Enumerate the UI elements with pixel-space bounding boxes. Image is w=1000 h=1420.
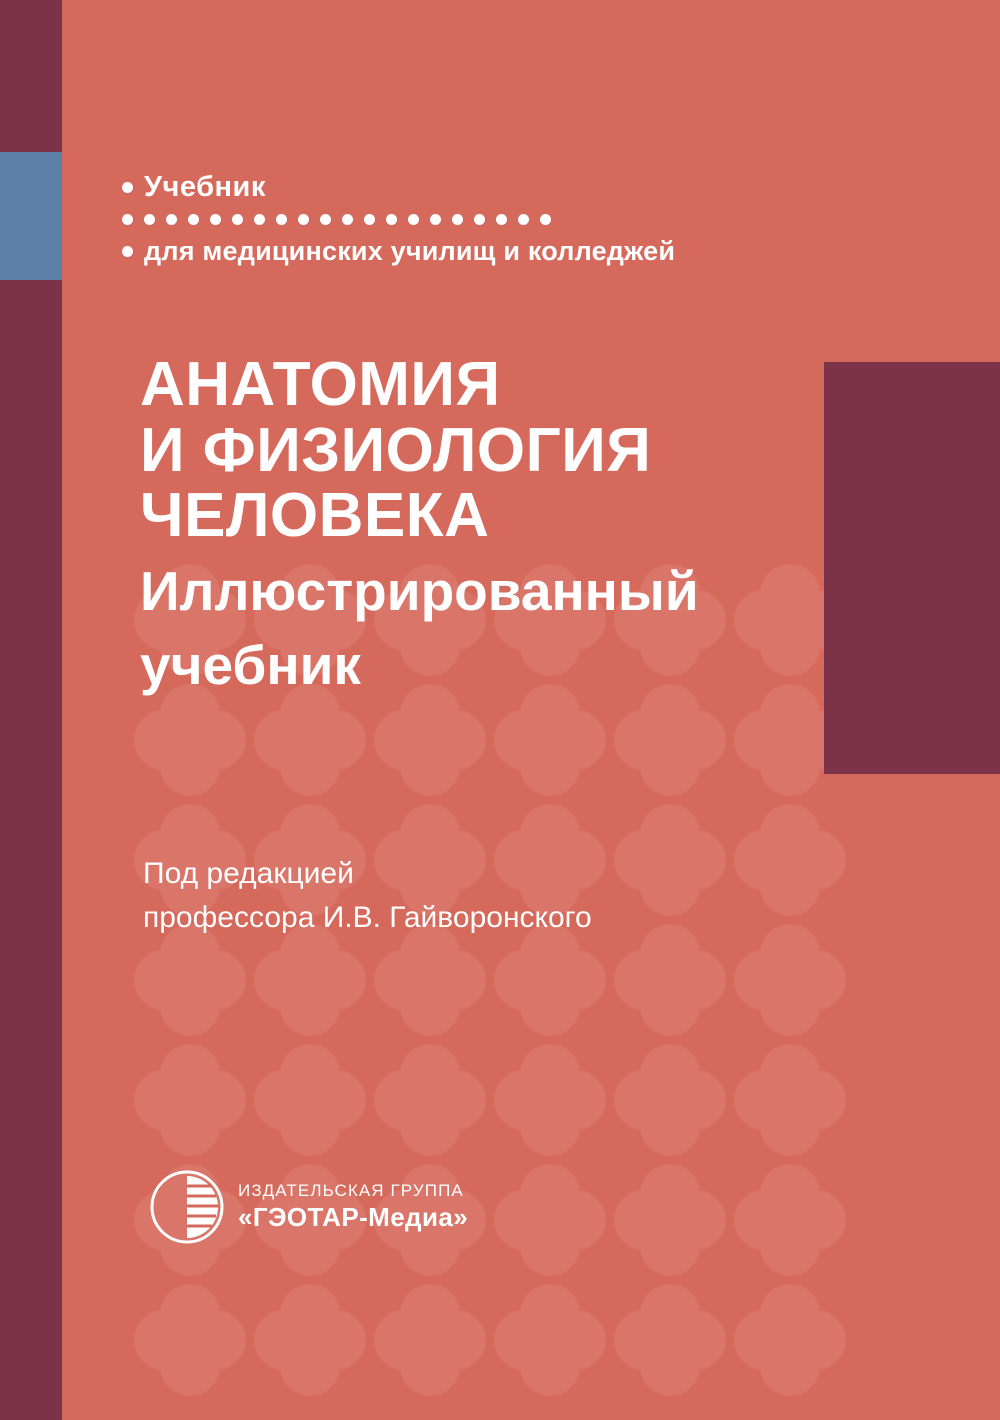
series-line-2	[122, 232, 675, 270]
bullet-dot-icon	[320, 214, 331, 225]
title-line-3: ЧЕЛОВЕКА	[140, 481, 490, 551]
bullet-dot-icon	[122, 246, 133, 257]
series-line-1	[122, 168, 675, 206]
bullet-dot-icon	[342, 214, 353, 225]
spine-accent-block	[0, 152, 62, 280]
bullet-dot-icon	[298, 214, 309, 225]
publisher-logo	[150, 1170, 468, 1244]
bullet-dot-icon	[188, 214, 199, 225]
publisher-line-2: «ГЭОТАР-Медиа»	[238, 1202, 469, 1233]
editor-credit	[143, 852, 592, 939]
bullet-dot-icon	[364, 214, 375, 225]
bullet-dot-icon	[232, 214, 243, 225]
bullet-dot-icon	[122, 182, 133, 193]
bullet-dot-icon	[122, 214, 133, 225]
bullet-dot-icon	[474, 214, 485, 225]
bullet-dot-icon	[430, 214, 441, 225]
series-header	[122, 168, 675, 270]
bullet-dot-icon	[144, 214, 155, 225]
bullet-dot-icon	[276, 214, 287, 225]
series-label-primary: Учебник	[144, 170, 266, 203]
decorative-block-right	[824, 362, 1000, 774]
bullet-dot-icon	[518, 214, 529, 225]
bullet-dot-icon	[452, 214, 463, 225]
bullet-dot-icon	[408, 214, 419, 225]
publisher-text	[238, 1180, 468, 1234]
subtitle-line-1: Иллюстрированный	[140, 560, 699, 623]
bullet-dot-icon	[540, 214, 551, 225]
publisher-line-1: ИЗДАТЕЛЬСКАЯ ГРУППА	[238, 1181, 464, 1201]
bullet-dot-icon	[210, 214, 221, 225]
editor-line-1: Под редакцией	[143, 857, 354, 890]
subtitle-line-2: учебник	[140, 633, 361, 696]
page-title	[140, 352, 840, 696]
editor-line-2: профессора И.В. Гайворонского	[143, 900, 592, 934]
bullet-dot-icon	[386, 214, 397, 225]
title-line-2: И ФИЗИОЛОГИЯ	[140, 415, 652, 485]
series-label-secondary: для медицинских училищ и колледжей	[144, 235, 676, 266]
bullet-dot-icon	[254, 214, 265, 225]
title-line-1: АНАТОМИЯ	[140, 350, 501, 419]
bullet-dot-icon	[496, 214, 507, 225]
dot-divider-row	[122, 206, 675, 232]
publisher-mark-icon	[150, 1170, 224, 1244]
bullet-dot-icon	[166, 214, 177, 225]
